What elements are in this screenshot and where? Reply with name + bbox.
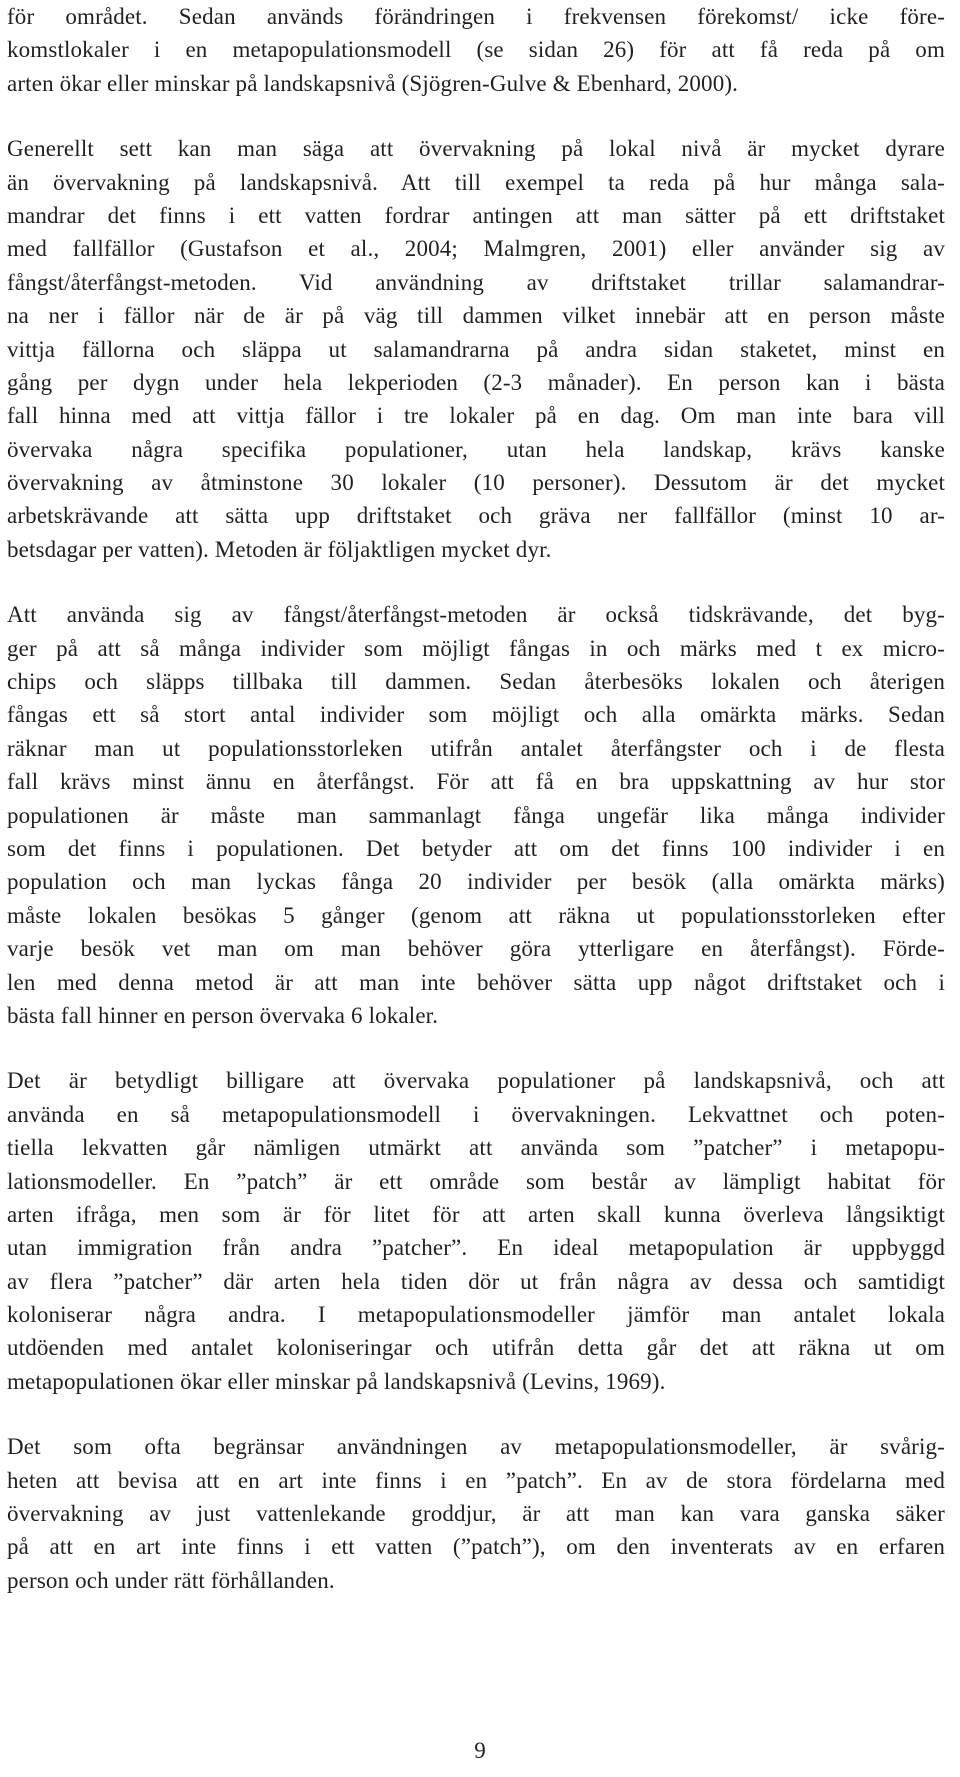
text-line: utan immigration från andra ”patcher”. En ideal metapopulation är uppbyggd — [7, 1235, 945, 1261]
text-line: metapopulationen ökar eller minskar på landskapsnivå (Levins, 1969). — [7, 1368, 666, 1394]
text-line: arbetskrävande att sätta upp driftstaket och gräva ner fallfällor (minst 10 ar- — [7, 503, 945, 529]
text-line: heten att bevisa att en art inte finns i en ”patch”. En av de stora fördelarna med — [7, 1467, 945, 1493]
text-line: med fallfällor (Gustafson et al., 2004; Malmgren, 2001) eller använder sig av — [7, 236, 945, 262]
text-line: fångst/återfångst-metoden. Vid användning av driftstaket trillar salamandrar- — [7, 269, 945, 295]
text-line: arten ifråga, men som är för litet för att arten skall kunna överleva långsiktigt — [7, 1201, 945, 1227]
text-line: na ner i fällor när de är på väg till dammen vilket innebär att en person måste — [7, 303, 945, 329]
text-line: arten ökar eller minskar på landskapsnivå (Sjögren-Gulve & Ebenhard, 2000). — [7, 70, 739, 96]
paragraph-4 — [7, 1064, 945, 1398]
text-line: räknar man ut populationsstorleken utifrån antalet återfångster och i de flesta — [7, 735, 945, 761]
text-line: lationsmodeller. En ”patch” är ett område som består av lämpligt habitat för — [7, 1168, 945, 1194]
text-line: använda en så metapopulationsmodell i övervakningen. Lekvattnet och poten- — [7, 1101, 945, 1127]
text-line: Det är betydligt billigare att övervaka populationer på landskapsnivå, och att — [7, 1068, 945, 1094]
text-line: av flera ”patcher” där arten hela tiden dör ut från några av dessa och samtidigt — [7, 1268, 945, 1294]
text-line: varje besök vet man om man behöver göra ytterligare en återfångst). Förde- — [7, 936, 945, 962]
text-line: populationen är måste man sammanlagt fånga ungefär lika många individer — [7, 802, 945, 828]
paragraph-5 — [7, 1430, 945, 1597]
text-line: övervakning av just vattenlekande groddjur, är att man kan vara ganska säker — [7, 1501, 945, 1527]
text-line: på att en art inte finns i ett vatten (”patch”), om den inventerats av en erfaren — [7, 1534, 945, 1560]
text-line: som det finns i populationen. Det betyder att om det finns 100 individer i en — [7, 835, 945, 861]
text-line: övervaka några specifika populationer, utan hela landskap, krävs kanske — [7, 436, 945, 462]
text-line: Att använda sig av fångst/återfångst-metoden är också tidskrävande, det byg- — [7, 602, 945, 628]
text-line: tiella lekvatten går nämligen utmärkt att använda som ”patcher” i metapopu- — [7, 1135, 945, 1161]
text-line: Generellt sett kan man säga att övervakning på lokal nivå är mycket dyrare — [7, 136, 945, 162]
text-line: än övervakning på landskapsnivå. Att till exempel ta reda på hur många sala- — [7, 169, 945, 195]
text-line: för området. Sedan används förändringen i frekvensen förekomst/ icke före- — [7, 4, 945, 29]
text-line: betsdagar per vatten). Metoden är följaktligen mycket dyr. — [7, 536, 552, 562]
text-line: utdöenden med antalet koloniseringar och utifrån detta går det att räkna ut om — [7, 1335, 945, 1361]
page-number: 9 — [474, 1738, 486, 1763]
text-line: övervakning av åtminstone 30 lokaler (10 personer). Dessutom är det mycket — [7, 470, 945, 496]
text-line: population och man lyckas fånga 20 individer per besök (alla omärkta märks) — [7, 869, 945, 895]
text-line: måste lokalen besökas 5 gånger (genom att räkna ut populationsstorleken efter — [7, 902, 945, 928]
paragraph-1 — [7, 0, 945, 100]
text-line: mandrar det finns i ett vatten fordrar antingen att man sätter på ett driftstaket — [7, 202, 945, 228]
body-text — [7, 0, 945, 1597]
text-line: bästa fall hinner en person övervaka 6 lokaler. — [7, 1002, 439, 1028]
text-line: komstlokaler i en metapopulationsmodell (se sidan 26) för att få reda på om — [7, 37, 945, 63]
text-line: vittja fällorna och släppa ut salamandrarna på andra sidan staketet, minst en — [7, 336, 945, 362]
paragraph-2 — [7, 132, 945, 566]
text-line: koloniserar några andra. I metapopulationsmodeller jämför man antalet lokala — [7, 1302, 945, 1328]
text-line: fall hinna med att vittja fällor i tre lokaler på en dag. Om man inte bara vill — [7, 403, 945, 429]
text-line: Det som ofta begränsar användningen av metapopulationsmodeller, är svårig- — [7, 1434, 945, 1460]
text-line: fall krävs minst ännu en återfångst. För att få en bra uppskattning av hur stor — [7, 769, 945, 795]
text-line: chips och släpps tillbaka till dammen. Sedan återbesöks lokalen och återigen — [7, 669, 945, 695]
text-line: gång per dygn under hela lekperioden (2-3 månader). En person kan i bästa — [7, 369, 945, 395]
paragraph-3 — [7, 598, 945, 1032]
text-line: len med denna metod är att man inte behöver sätta upp något driftstaket och i — [7, 969, 945, 995]
text-line: person och under rätt förhållanden. — [7, 1567, 335, 1593]
text-line: ger på att så många individer som möjligt fångas in och märks med t ex micro- — [7, 635, 945, 661]
text-line: fångas ett så stort antal individer som möjligt och alla omärkta märks. Sedan — [7, 702, 945, 728]
